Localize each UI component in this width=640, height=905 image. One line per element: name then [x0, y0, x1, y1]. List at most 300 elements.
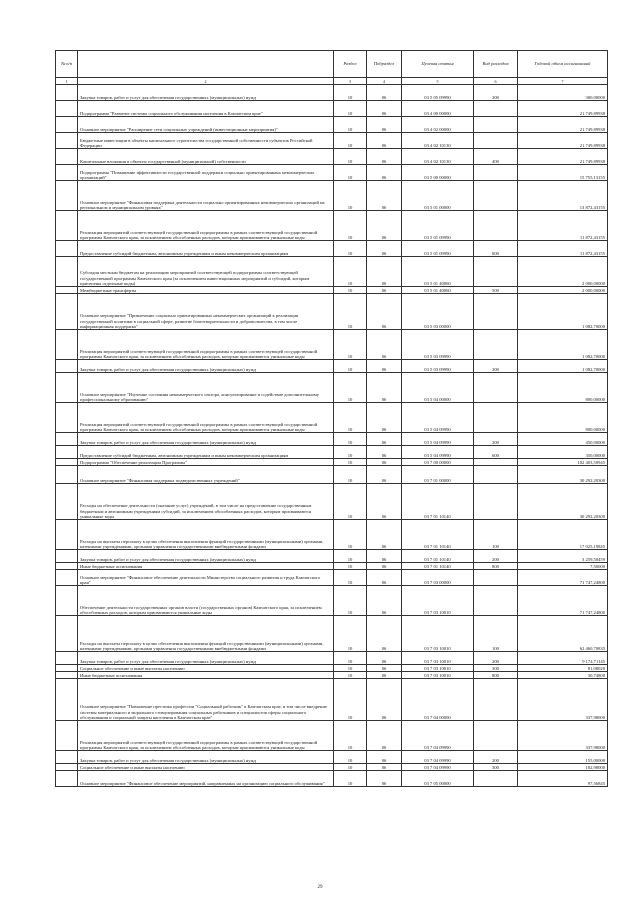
row-expense-type: 500: [474, 287, 518, 294]
column-number: 4: [367, 78, 402, 85]
row-amount: 17 025,19845: [518, 520, 608, 550]
table-row: [56, 133, 608, 149]
row-subsection: 06: [367, 563, 402, 570]
row-amount: 1 082,70000: [518, 360, 608, 373]
table-row: [56, 294, 608, 330]
row-target-article: 03 5 04 09990: [402, 433, 474, 446]
row-target-article: 03 5 00 00000: [402, 165, 474, 181]
table-row: [56, 117, 608, 133]
row-name: Основное мероприятие "Финансовая поддержка подведомственных учреждений": [78, 466, 334, 484]
row-number: [56, 446, 78, 459]
row-amount: 1 082,70000: [518, 330, 608, 360]
row-number: [56, 165, 78, 181]
row-target-article: 03 4 02 10130: [402, 133, 474, 149]
row-target-article: 03 7 01 10140: [402, 550, 474, 563]
row-section: 10: [334, 563, 367, 570]
table-header-row: [56, 51, 608, 78]
row-name: Основное мероприятие "Финансовое обеспечение деятельности Министерства социального развития и труда Камчатского края": [78, 570, 334, 586]
row-expense-type: [474, 373, 518, 403]
table-row: [56, 181, 608, 211]
row-subsection: 06: [367, 459, 402, 466]
row-expense-type: 300: [474, 665, 518, 672]
row-expense-type: 400: [474, 149, 518, 165]
table-row: [56, 211, 608, 241]
row-section: 10: [334, 550, 367, 563]
row-section: 10: [334, 672, 367, 679]
row-target-article: 03 5 01 40060: [402, 287, 474, 294]
row-number: [56, 101, 78, 117]
row-number: [56, 85, 78, 101]
row-section: 10: [334, 101, 367, 117]
row-section: 10: [334, 403, 367, 433]
row-section: 10: [334, 466, 367, 484]
row-number: [56, 771, 78, 787]
row-section: 10: [334, 771, 367, 787]
table-row: [56, 586, 608, 616]
row-amount: 21 749,89938: [518, 101, 608, 117]
row-expense-type: [474, 459, 518, 466]
row-target-article: 03 5 05 09990: [402, 85, 474, 101]
row-section: 10: [334, 165, 367, 181]
row-section: 10: [334, 294, 367, 330]
table-row: [56, 446, 608, 459]
row-name: Реализация мероприятий соответствующей государственной подпрограммы в рамках соответствующей государственной программы Камчатского края, за исключением обособленных расходов, которым присваиваются уникальные коды: [78, 403, 334, 433]
row-target-article: 03 7 03 10010: [402, 672, 474, 679]
row-name: Подпрограмма "Повышение эффективности государственной поддержки социально ориентированных некоммерческих организаций": [78, 165, 334, 181]
row-subsection: 06: [367, 466, 402, 484]
row-amount: 1 082,70000: [518, 294, 608, 330]
header-subsection: Подраздел: [367, 51, 402, 78]
row-name: Реализация мероприятий соответствующей государственной подпрограммы в рамках соответствующей государственной программы Камчатского края, за исключением обособленных расходов, которым присваиваются уникальные коды: [78, 721, 334, 751]
row-subsection: 06: [367, 181, 402, 211]
row-expense-type: 800: [474, 563, 518, 570]
row-section: 10: [334, 241, 367, 257]
row-subsection: 06: [367, 586, 402, 616]
row-subsection: 06: [367, 652, 402, 665]
row-name: Капитальные вложения в объекты государственной (муниципальной) собственности: [78, 149, 334, 165]
row-expense-type: [474, 133, 518, 149]
row-target-article: 03 4 00 00000: [402, 101, 474, 117]
row-expense-type: [474, 181, 518, 211]
row-amount: 71 747,24800: [518, 570, 608, 586]
row-name: Реализация мероприятий соответствующей государственной подпрограммы в рамках соответствующей государственной программы Камчатского края, за исключением обособленных расходов, которым присваиваются уникальные коды: [78, 330, 334, 360]
row-expense-type: 600: [474, 241, 518, 257]
row-name: Основное мероприятие "Привлечение социально ориентированных некоммерческих организаций к реализации государственной политики в социальной сфере, развитие благотворительности и добровольчества, в том числе информационная поддержка": [78, 294, 334, 330]
table-row: [56, 330, 608, 360]
row-section: 10: [334, 330, 367, 360]
row-section: 10: [334, 287, 367, 294]
row-number: [56, 211, 78, 241]
table-row: [56, 764, 608, 771]
row-name: Социальное обеспечение и иные выплаты населению: [78, 764, 334, 771]
table-row: [56, 459, 608, 466]
row-expense-type: [474, 570, 518, 586]
row-number: [56, 403, 78, 433]
row-section: 10: [334, 721, 367, 751]
row-target-article: 03 7 05 00000: [402, 771, 474, 787]
row-name: Расходы на обеспечение деятельности (оказание услуг) учреждений, в том числе на предоставление государственным бюджетным и автономным учреждениям субсидий, за исключением обособленных расходов, которым присваиваются уникальные коды: [78, 484, 334, 520]
row-subsection: 06: [367, 360, 402, 373]
row-target-article: 03 7 03 00000: [402, 570, 474, 586]
row-amount: 800,00000: [518, 403, 608, 433]
row-expense-type: 600: [474, 446, 518, 459]
row-subsection: 06: [367, 764, 402, 771]
table-row: [56, 373, 608, 403]
row-name: Субсидия местным бюджетам на реализацию мероприятий соответствующей подпрограммы соответствующей государственной программы Камчатского края (за исключением инвестиционных мероприятий и субсидий, которым присвоены отдельные коды): [78, 257, 334, 287]
row-number: [56, 672, 78, 679]
row-section: 10: [334, 484, 367, 520]
table-row: [56, 101, 608, 117]
row-amount: 2 000,00000: [518, 287, 608, 294]
row-target-article: 03 7 04 09990: [402, 721, 474, 751]
row-amount: 71 747,24800: [518, 586, 608, 616]
row-name: Основное мероприятие "Расширение сети социальных учреждений (инвестиционные мероприятия)": [78, 117, 334, 133]
row-section: 10: [334, 520, 367, 550]
row-subsection: 06: [367, 570, 402, 586]
row-subsection: 06: [367, 211, 402, 241]
row-target-article: 03 4 02 00000: [402, 117, 474, 133]
row-subsection: 06: [367, 101, 402, 117]
row-name: Подпрограмма "Обеспечение реализации Программы": [78, 459, 334, 466]
table-row: [56, 85, 608, 101]
row-amount: 182,98000: [518, 764, 608, 771]
row-number: [56, 433, 78, 446]
row-expense-type: [474, 211, 518, 241]
row-subsection: 06: [367, 679, 402, 721]
row-section: 10: [334, 117, 367, 133]
column-number-row: [56, 78, 608, 85]
row-target-article: 03 5 03 00000: [402, 294, 474, 330]
table-row: [56, 484, 608, 520]
row-subsection: 06: [367, 665, 402, 672]
table-row: [56, 287, 608, 294]
row-number: [56, 721, 78, 751]
row-number: [56, 550, 78, 563]
row-name: Закупка товаров, работ и услуг для обеспечения государственных (муниципальных) нужд: [78, 433, 334, 446]
row-target-article: 03 5 03 09990: [402, 360, 474, 373]
row-amount: 30,74800: [518, 672, 608, 679]
header-section: Раздел: [334, 51, 367, 78]
row-target-article: 03 7 03 10010: [402, 616, 474, 652]
column-number: 3: [334, 78, 367, 85]
row-number: [56, 117, 78, 133]
row-number: [56, 679, 78, 721]
row-number: [56, 616, 78, 652]
row-section: 10: [334, 373, 367, 403]
row-section: 10: [334, 360, 367, 373]
row-amount: 21 749,89938: [518, 117, 608, 133]
row-subsection: 06: [367, 771, 402, 787]
row-subsection: 06: [367, 117, 402, 133]
row-expense-type: 100: [474, 616, 518, 652]
row-section: 10: [334, 616, 367, 652]
row-target-article: 03 5 04 09990: [402, 403, 474, 433]
row-name: Основное мероприятие "Изучение состояния некоммерческого сектора, консультирование и содействие дополнительному профессиональному образованию": [78, 373, 334, 403]
row-target-article: 03 5 01 09990: [402, 211, 474, 241]
row-number: [56, 484, 78, 520]
table-row: [56, 466, 608, 484]
table-row: [56, 360, 608, 373]
row-name: Основное мероприятие "Финансовое обеспечение мероприятий, направленных на организацию социального обслуживания": [78, 771, 334, 787]
row-expense-type: 800: [474, 672, 518, 679]
budget-table-page: [55, 50, 607, 787]
table-row: [56, 751, 608, 764]
row-section: 10: [334, 459, 367, 466]
row-target-article: 03 7 04 09990: [402, 751, 474, 764]
row-number: [56, 466, 78, 484]
row-subsection: 06: [367, 446, 402, 459]
row-amount: 450,00000: [518, 433, 608, 446]
row-target-article: 03 7 04 00000: [402, 679, 474, 721]
row-target-article: 03 5 01 00000: [402, 181, 474, 211]
table-row: [56, 403, 608, 433]
row-amount: 350,00000: [518, 446, 608, 459]
row-number: [56, 764, 78, 771]
column-number: 2: [78, 78, 334, 85]
row-subsection: 06: [367, 433, 402, 446]
row-subsection: 06: [367, 85, 402, 101]
row-target-article: 03 7 03 10010: [402, 665, 474, 672]
row-amount: 7,50000: [518, 563, 608, 570]
row-number: [56, 652, 78, 665]
table-row: [56, 149, 608, 165]
page-number: 29: [317, 885, 323, 890]
row-name: Закупка товаров, работ и услуг для обеспечения государственных (муниципальных) нужд: [78, 652, 334, 665]
row-number: [56, 665, 78, 672]
row-amount: 81,08020: [518, 665, 608, 672]
row-name: Обеспечение деятельности государственных органов власти (государственных органов) Камчатского края, за исключением обособленных расходов, которым присваиваются уникальные коды: [78, 586, 334, 616]
row-amount: 30 292,20300: [518, 484, 608, 520]
row-section: 10: [334, 211, 367, 241]
row-amount: 102 403,50945: [518, 459, 608, 466]
row-subsection: 06: [367, 287, 402, 294]
row-section: 10: [334, 149, 367, 165]
column-number: 6: [474, 78, 518, 85]
table-row: [56, 520, 608, 550]
row-expense-type: [474, 466, 518, 484]
row-number: [56, 586, 78, 616]
row-subsection: 06: [367, 751, 402, 764]
row-number: [56, 330, 78, 360]
row-amount: 337,98000: [518, 679, 608, 721]
row-section: 10: [334, 652, 367, 665]
row-expense-type: [474, 679, 518, 721]
row-target-article: 03 5 04 00000: [402, 373, 474, 403]
row-target-article: 03 7 03 10010: [402, 652, 474, 665]
row-expense-type: [474, 117, 518, 133]
row-amount: 155,00000: [518, 751, 608, 764]
row-expense-type: 200: [474, 85, 518, 101]
row-amount: 337,98000: [518, 721, 608, 751]
row-section: 10: [334, 570, 367, 586]
row-amount: 97,56845: [518, 771, 608, 787]
table-row: [56, 241, 608, 257]
row-subsection: 06: [367, 616, 402, 652]
row-subsection: 06: [367, 330, 402, 360]
table-row: [56, 721, 608, 751]
row-number: [56, 570, 78, 586]
table-row: [56, 665, 608, 672]
table-row: [56, 433, 608, 446]
row-target-article: 03 7 00 00000: [402, 459, 474, 466]
row-name: Основное мероприятие "Финансовая поддержка деятельности социально ориентированных некоммерческих организаций на региональном и муниципальном уровнях": [78, 181, 334, 211]
row-name: Закупка товаров, работ и услуг для обеспечения государственных (муниципальных) нужд: [78, 550, 334, 563]
row-expense-type: 200: [474, 652, 518, 665]
table-row: [56, 257, 608, 287]
row-expense-type: [474, 257, 518, 287]
column-number: 1: [56, 78, 78, 85]
row-subsection: 06: [367, 672, 402, 679]
table-row: [56, 652, 608, 665]
row-name: Закупка товаров, работ и услуг для обеспечения государственных (муниципальных) нужд: [78, 360, 334, 373]
row-target-article: 03 7 01 00000: [402, 466, 474, 484]
row-target-article: 03 7 01 10140: [402, 484, 474, 520]
row-amount: 300,00000: [518, 85, 608, 101]
row-subsection: 06: [367, 484, 402, 520]
row-name: Иные бюджетные ассигнования: [78, 563, 334, 570]
row-subsection: 06: [367, 550, 402, 563]
table-row: [56, 679, 608, 721]
row-section: 10: [334, 257, 367, 287]
row-expense-type: 200: [474, 751, 518, 764]
row-target-article: 03 7 01 10140: [402, 520, 474, 550]
row-name: Основное мероприятие "Повышение престижа профессии "Социальный работник" в Камчатском крае, в том числе внедрение системы материального и морального стимулирования социальных работников и специалистов сферы социального обслуживания и социальной защиты населения в Камчатском крае": [78, 679, 334, 721]
row-subsection: 06: [367, 241, 402, 257]
row-name: Реализация мероприятий соответствующей государственной подпрограммы в рамках соответствующей государственной программы Камчатского края, за исключением обособленных расходов, которым присваиваются уникальные коды: [78, 211, 334, 241]
row-expense-type: [474, 771, 518, 787]
header-target-article: Целевая статья: [402, 51, 474, 78]
row-expense-type: 200: [474, 360, 518, 373]
row-expense-type: [474, 165, 518, 181]
row-section: 10: [334, 586, 367, 616]
row-expense-type: [474, 586, 518, 616]
row-target-article: 03 5 04 09990: [402, 446, 474, 459]
table-row: [56, 550, 608, 563]
row-target-article: 03 7 04 09990: [402, 764, 474, 771]
row-target-article: 03 5 03 09990: [402, 330, 474, 360]
row-name: Бюджетные инвестиции в объекты капитального строительства государственной собственности субъектов Российской Федерации: [78, 133, 334, 149]
row-amount: 15 755,13155: [518, 165, 608, 181]
row-target-article: 03 7 03 10010: [402, 586, 474, 616]
row-section: 10: [334, 679, 367, 721]
row-expense-type: 200: [474, 433, 518, 446]
table-row: [56, 563, 608, 570]
row-amount: 2 000,00000: [518, 257, 608, 287]
row-target-article: 03 5 01 09990: [402, 241, 474, 257]
row-expense-type: [474, 721, 518, 751]
row-amount: 21 749,89938: [518, 149, 608, 165]
row-subsection: 06: [367, 373, 402, 403]
row-expense-type: [474, 294, 518, 330]
table-row: [56, 616, 608, 652]
row-subsection: 06: [367, 133, 402, 149]
row-number: [56, 520, 78, 550]
row-name: Предоставление субсидий бюджетным, автономным учреждениям и иным некоммерческим организациям: [78, 241, 334, 257]
row-number: [56, 373, 78, 403]
row-section: 10: [334, 85, 367, 101]
row-expense-type: 300: [474, 764, 518, 771]
row-amount: 21 749,89938: [518, 133, 608, 149]
row-name: Расходы на выплаты персоналу в целях обеспечения выполнения функций государственными (муниципальными) органами, казенными учреждениями, органами управления государственными внебюджетными фондами: [78, 520, 334, 550]
row-section: 10: [334, 764, 367, 771]
row-name: Социальное обеспечение и иные выплаты населению: [78, 665, 334, 672]
row-name: Закупка товаров, работ и услуг для обеспечения государственных (муниципальных) нужд: [78, 85, 334, 101]
column-number: 7: [518, 78, 608, 85]
row-section: 10: [334, 433, 367, 446]
row-name: Расходы на выплаты персоналу в целях обеспечения выполнения функций государственными (муниципальными) органами, казенными учреждениями, органами управления государственными внебюджетными фондами: [78, 616, 334, 652]
row-subsection: 06: [367, 403, 402, 433]
header-name: [78, 51, 334, 78]
row-amount: 62 460,70835: [518, 616, 608, 652]
row-section: 10: [334, 446, 367, 459]
column-number: 5: [402, 78, 474, 85]
row-amount: 800,00000: [518, 373, 608, 403]
table-row: [56, 672, 608, 679]
row-section: 10: [334, 133, 367, 149]
row-target-article: 03 7 01 10140: [402, 563, 474, 570]
row-section: 10: [334, 181, 367, 211]
header-expense-type: Вид расходов: [474, 51, 518, 78]
row-number: [56, 360, 78, 373]
table-row: [56, 771, 608, 787]
row-expense-type: 200: [474, 550, 518, 563]
row-number: [56, 181, 78, 211]
table-row: [56, 570, 608, 586]
row-name: Межбюджетные трансферты: [78, 287, 334, 294]
row-name: Подпрограмма "Развитие системы социального обслуживания населения в Камчатском крае": [78, 101, 334, 117]
row-number: [56, 149, 78, 165]
row-subsection: 06: [367, 149, 402, 165]
row-number: [56, 241, 78, 257]
row-target-article: 03 4 02 10130: [402, 149, 474, 165]
row-expense-type: [474, 403, 518, 433]
row-subsection: 06: [367, 257, 402, 287]
row-subsection: 06: [367, 165, 402, 181]
header-annual-amount: Годовой объем ассигнований: [518, 51, 608, 78]
row-number: [56, 563, 78, 570]
row-number: [56, 257, 78, 287]
row-number: [56, 133, 78, 149]
row-expense-type: [474, 330, 518, 360]
row-number: [56, 459, 78, 466]
budget-table: [55, 50, 608, 787]
header-number: № п/п: [56, 51, 78, 78]
row-section: 10: [334, 665, 367, 672]
row-subsection: 06: [367, 294, 402, 330]
row-amount: 11 872,43155: [518, 241, 608, 257]
table-body: [56, 85, 608, 787]
row-name: Иные бюджетные ассигнования: [78, 672, 334, 679]
row-amount: 11 872,43155: [518, 211, 608, 241]
row-amount: 9 174,71145: [518, 652, 608, 665]
row-number: [56, 751, 78, 764]
row-subsection: 06: [367, 721, 402, 751]
row-number: [56, 294, 78, 330]
row-amount: 13 872,43155: [518, 181, 608, 211]
row-amount: 3 259,50459: [518, 550, 608, 563]
row-expense-type: [474, 101, 518, 117]
row-amount: 30 292,20300: [518, 466, 608, 484]
row-expense-type: [474, 484, 518, 520]
table-row: [56, 165, 608, 181]
row-target-article: 03 5 01 40060: [402, 257, 474, 287]
row-subsection: 06: [367, 520, 402, 550]
row-name: Закупка товаров, работ и услуг для обеспечения государственных (муниципальных) нужд: [78, 751, 334, 764]
row-number: [56, 287, 78, 294]
row-expense-type: 100: [474, 520, 518, 550]
row-section: 10: [334, 751, 367, 764]
row-name: Предоставление субсидий бюджетным, автономным учреждениям и иным некоммерческим организациям: [78, 446, 334, 459]
